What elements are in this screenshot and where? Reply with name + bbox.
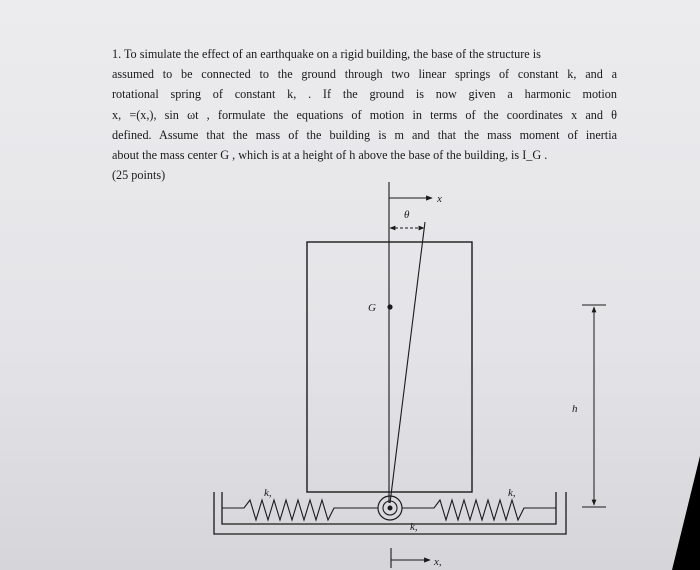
label-x: x [437, 193, 442, 205]
left-spring [222, 500, 378, 520]
center-of-mass-dot [387, 304, 392, 309]
label-h: h [572, 403, 578, 415]
problem-line-5: defined. Assume that the mass of the building is m and that the mass moment of inertia [112, 127, 617, 142]
problem-line-6: about the mass center G , which is at a height of h above the base of the building, is I_G . [112, 148, 548, 163]
tilted-axis-line [390, 222, 425, 503]
label-G: G [368, 302, 376, 314]
problem-number: 1. [112, 47, 122, 61]
problem-line-3: rotational spring of constant k, . If the ground is now given a harmonic motion [112, 87, 617, 102]
problem-line-7: (25 points) [112, 168, 166, 183]
label-xg: x, [434, 556, 442, 568]
label-kr: k, [410, 521, 418, 533]
problem-line-2: assumed to be connected to the ground through two linear springs of constant k, and a [112, 67, 617, 82]
problem-line-1: 1. To simulate the effect of an earthquake on a rigid building, the base of the structure is [112, 47, 541, 61]
rotational-spring-pin [388, 506, 393, 511]
label-kt-right: k, [508, 487, 516, 499]
problem-line-4: x, =(x,), sin ωt , formulate the equations of motion in terms of the coordinates x and θ [112, 107, 617, 122]
label-kt-left: k, [264, 487, 272, 499]
label-theta: θ [404, 209, 410, 221]
right-spring [402, 500, 556, 520]
